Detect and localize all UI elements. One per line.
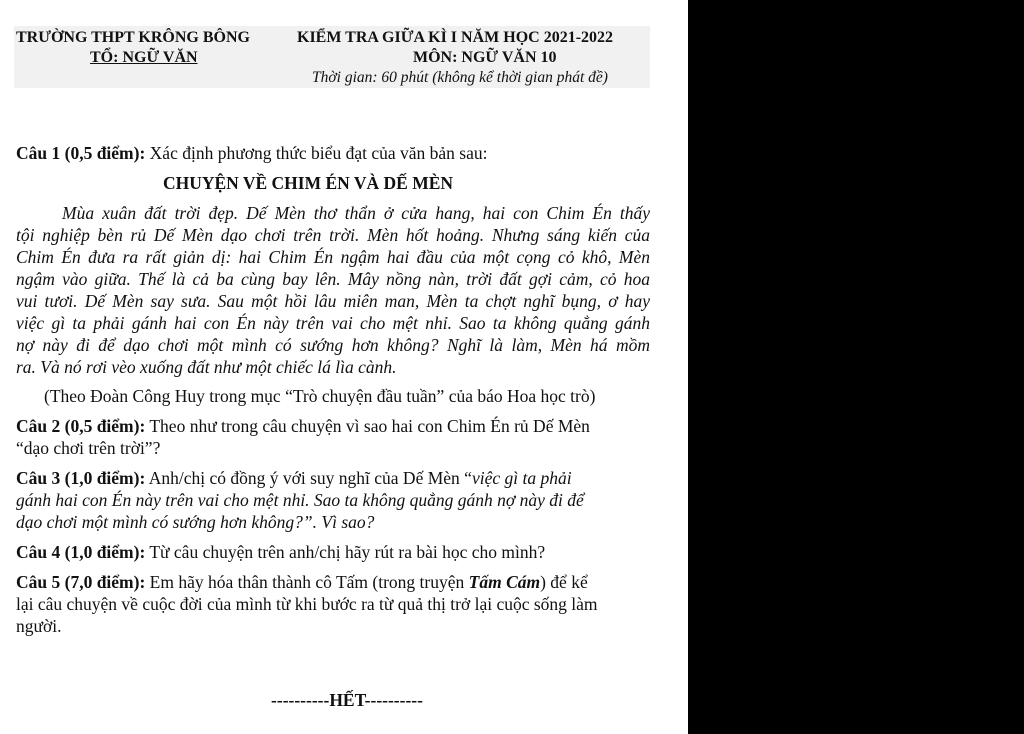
question-3-quote: việc gì ta phải — [471, 468, 572, 488]
question-5 — [16, 572, 588, 592]
department-name: TỔ: NGỮ VĂN — [90, 49, 198, 66]
story-line: việc gì ta phải gánh hai con Én này trên vai cho mệt nhỉ. Sao ta không quẳng gánh — [16, 313, 650, 333]
end-marker: ----------HẾT---------- — [271, 690, 423, 710]
question-3-quote-line: gánh hai con Én này trên vai cho mệt nhỉ. Sao ta không quẳng gánh nợ này đi để — [16, 490, 584, 510]
story-line: Mùa xuân đất trời đẹp. Dế Mèn thơ thẩn ở cửa hang, hai con Chim Én thấy — [62, 203, 650, 223]
exam-time-note: Thời gian: 60 phút (không kể thời gian phát đề) — [312, 69, 608, 86]
story-line: ra. Và nó rơi vèo xuống đất như một chiếc lá lìa cành. — [16, 357, 397, 377]
exam-title: KIỂM TRA GIỮA KÌ I NĂM HỌC 2021-2022 — [297, 29, 614, 46]
question-3-text: Anh/chị có đồng ý với suy nghĩ của Dế Mèn “ — [145, 468, 472, 488]
question-3 — [16, 468, 572, 488]
story-source: (Theo Đoàn Công Huy trong mục “Trò chuyện đầu tuần” của báo Hoa học trò) — [44, 386, 596, 406]
question-4 — [16, 542, 545, 562]
question-2-label: Câu 2 (0,5 điểm): — [16, 416, 146, 436]
question-5-end: người. — [16, 616, 62, 636]
story-title: CHUYỆN VỀ CHIM ÉN VÀ DẾ MÈN — [162, 173, 454, 193]
story-line: ngậm vào giữa. Thế là cả ba cùng bay lên. Mây nồng nàn, trời đất gợi cảm, cỏ hoa — [16, 269, 650, 289]
question-2-text: Theo như trong câu chuyện vì sao hai con Chim Én rủ Dế Mèn — [145, 416, 590, 436]
question-5-continuation: lại câu chuyện về cuộc đời của mình từ khi bước ra từ quả thị trở lại cuộc sống làm — [16, 594, 598, 614]
exam-subject: MÔN: NGỮ VĂN 10 — [413, 49, 557, 66]
question-1-text: Xác định phương thức biểu đạt của văn bản sau: — [145, 143, 488, 163]
story-line: nợ này đi để dạo chơi một mình có sướng hơn không? Nghĩ là làm, Mèn há mồm — [16, 335, 650, 355]
story-title-tam-cam: Tấm Cám — [468, 572, 541, 592]
school-name: TRƯỜNG THPT KRÔNG BÔNG — [16, 29, 250, 46]
story-line: Chim Én đưa ra rất giản dị: hai Chim Én ngậm hai đầu của một cọng cỏ khô, Mèn — [16, 247, 650, 267]
question-5-text-end: ) để kể — [540, 572, 588, 592]
question-3-label: Câu 3 (1,0 điểm): — [16, 468, 146, 488]
question-3-quote-end: dạo chơi một mình có sướng hơn không?”. Vì sao? — [16, 512, 375, 532]
story-line: vui tươi. Dế Mèn say sưa. Sau một hồi lâu miên man, Mèn ta chợt nghĩ bụng, ơ hay — [16, 291, 650, 311]
question-1 — [16, 143, 487, 163]
story-line: tội nghiệp bèn rủ Dế Mèn dạo chơi trên trời. Mèn hốt hoảng. Nhưng sáng kiến của — [16, 225, 650, 245]
question-4-text: Từ câu chuyện trên anh/chị hãy rút ra bài học cho mình? — [145, 542, 546, 562]
question-2-continuation: “dạo chơi trên trời”? — [16, 438, 161, 458]
question-4-label: Câu 4 (1,0 điểm): — [16, 542, 146, 562]
question-5-text: Em hãy hóa thân thành cô Tấm (trong truyện — [145, 572, 469, 592]
question-5-label: Câu 5 (7,0 điểm): — [16, 572, 146, 592]
question-2 — [16, 416, 590, 436]
question-1-label: Câu 1 (0,5 điểm): — [16, 143, 146, 163]
